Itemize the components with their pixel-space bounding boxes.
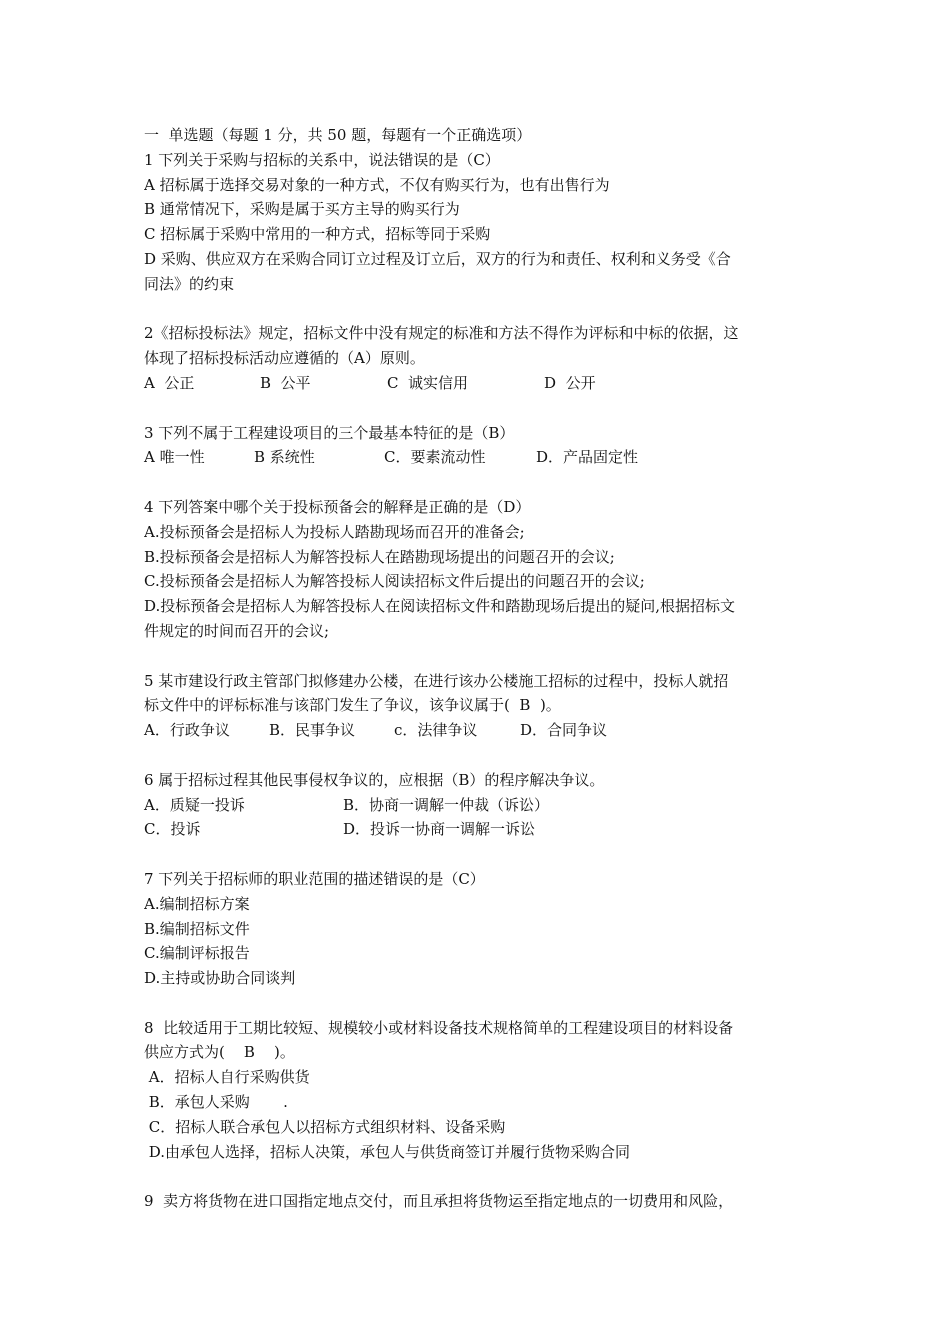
question-stem: 2《招标投标法》规定，招标文件中没有规定的标准和方法不得作为评标和中标的依据，这 [144, 324, 739, 343]
option-d-continued: 同法》的约束 [144, 274, 235, 293]
option-b: B 系统性 [254, 448, 315, 467]
question-stem: 7 下列关于招标师的职业范围的描述错误的是（C） [144, 869, 485, 888]
option-c: C．招标人联合承包人以招标方式组织材料、设备采购 [144, 1117, 506, 1136]
spacer [144, 297, 810, 322]
options-row [144, 718, 810, 743]
question-9 [144, 1189, 810, 1214]
question-stem: 8 比较适用于工期比较短、规模较小或材料设备技术规格简单的工程建设项目的材料设备 [144, 1018, 734, 1037]
options-row [144, 371, 810, 396]
document-page [144, 123, 810, 1214]
spacer [144, 743, 810, 768]
option-d: D 公开 [544, 373, 596, 392]
option-b: B 公平 [260, 373, 311, 392]
options-row [144, 793, 810, 818]
option-c: C．要素流动性 [384, 448, 486, 467]
option-a: A 招标属于选择交易对象的一种方式，不仅有购买行为，也有出售行为 [144, 175, 610, 194]
option-d: D.投标预备会是招标人为解答投标人在阅读招标文件和踏勘现场后提出的疑问,根据招标文 [144, 597, 736, 616]
option-b: B．民事争议 [269, 721, 356, 740]
option-d: D．产品固定性 [536, 448, 639, 467]
question-stem: 4 下列答案中哪个关于投标预备会的解释是正确的是（D） [144, 497, 531, 516]
spacer [144, 842, 810, 867]
option-c: C 诚实信用 [387, 373, 469, 392]
question-stem: 3 下列不属于工程建设项目的三个最基本特征的是（B） [144, 423, 515, 442]
question-6 [144, 768, 810, 842]
spacer [144, 1164, 810, 1189]
question-stem-continued: 标文件中的评标标准与该部门发生了争议，该争议属于( B )。 [144, 696, 561, 715]
options-row [144, 445, 810, 470]
option-a: A 唯一性 [144, 448, 205, 467]
question-stem-continued: 体现了招标投标活动应遵循的（A）原则。 [144, 349, 425, 368]
option-a: A.编制招标方案 [144, 894, 250, 913]
question-stem: 6 属于招标过程其他民事侵权争议的，应根据（B）的程序解决争议。 [144, 770, 605, 789]
option-c: C.投标预备会是招标人为解答投标人阅读招标文件后提出的问题召开的会议; [144, 572, 645, 591]
spacer [144, 644, 810, 669]
spacer [144, 396, 810, 421]
option-d: D.由承包人选择，招标人决策，承包人与供货商签订并履行货物采购合同 [144, 1142, 631, 1161]
option-d: D．投诉一协商一调解一诉讼 [343, 820, 536, 839]
spacer [144, 991, 810, 1016]
option-d: D.主持或协助合同谈判 [144, 969, 296, 988]
option-d: D 采购、供应双方在采购合同订立过程及订立后，双方的行为和责任、权利和义务受《合 [144, 249, 731, 268]
option-b: B．承包人采购 . [144, 1093, 288, 1112]
question-stem: 1 下列关于采购与招标的关系中，说法错误的是（C） [144, 150, 500, 169]
section-title: 一 单选题（每题 1 分，共 50 题，每题有一个正确选项） [144, 126, 532, 144]
spacer [144, 470, 810, 495]
option-a: A 公正 [144, 373, 195, 392]
options-row [144, 817, 810, 842]
question-1 [144, 148, 810, 297]
option-b: B．协商一调解一仲裁（诉讼） [343, 795, 550, 814]
option-d-continued: 件规定的时间而召开的会议; [144, 621, 330, 640]
question-7 [144, 867, 810, 991]
option-b: B 通常情况下，采购是属于买方主导的购买行为 [144, 200, 460, 219]
option-b: B.投标预备会是招标人为解答投标人在踏勘现场提出的问题召开的会议; [144, 547, 615, 566]
option-c: C.编制评标报告 [144, 944, 250, 963]
option-a: A．质疑一投诉 [144, 795, 245, 814]
option-a: A．行政争议 [144, 721, 230, 740]
option-a: A．招标人自行采购供货 [144, 1068, 310, 1087]
option-d: D．合同争议 [520, 721, 608, 740]
option-a: A.投标预备会是招标人为投标人踏勘现场而召开的准备会; [144, 522, 525, 541]
question-8 [144, 1016, 810, 1165]
question-2 [144, 321, 810, 395]
question-4 [144, 495, 810, 644]
option-c: C 招标属于采购中常用的一种方式，招标等同于采购 [144, 225, 491, 244]
option-c: C．投诉 [144, 820, 201, 839]
question-stem-continued: 供应方式为( B )。 [144, 1043, 295, 1062]
question-5 [144, 669, 810, 743]
option-c: c．法律争议 [394, 721, 478, 740]
question-stem: 5 某市建设行政主管部门拟修建办公楼，在进行该办公楼施工招标的过程中，投标人就招 [144, 671, 729, 690]
option-b: B.编制招标文件 [144, 919, 250, 938]
question-stem: 9 卖方将货物在进口国指定地点交付，而且承担将货物运至指定地点的一切费用和风险， [144, 1192, 734, 1211]
question-3 [144, 421, 810, 471]
